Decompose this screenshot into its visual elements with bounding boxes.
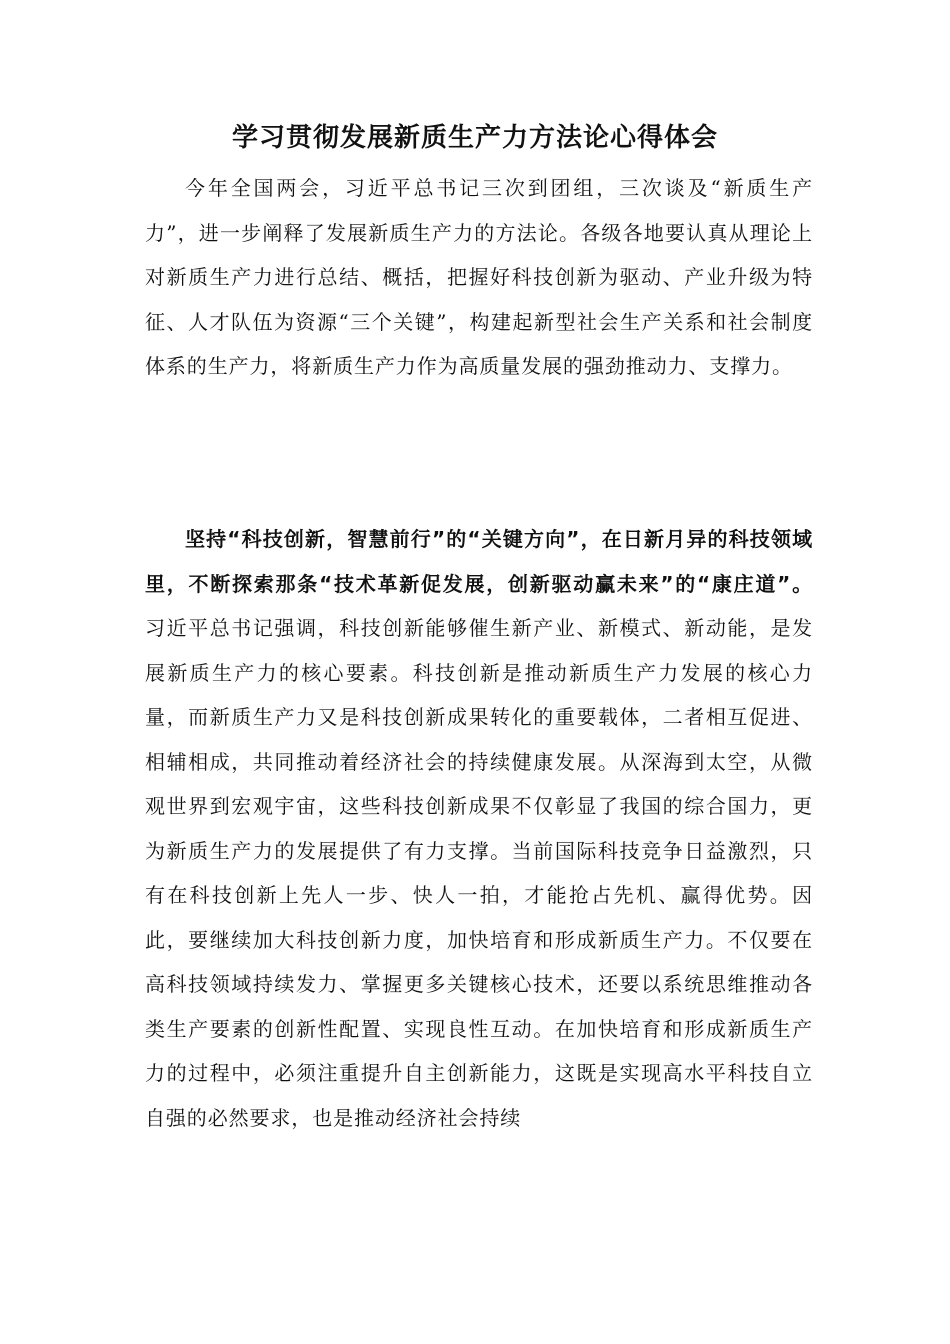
paragraph-intro: 今年全国两会，习近平总书记三次到团组，三次谈及“新质生产力”，进一步阐释了发展新质生产力的方法论。各级各地要认真从理论上对新质生产力进行总结、概括，把握好科技创新为驱动、产业升级为特征、人才队伍为资源“三个关键”，构建起新型社会生产关系和社会制度体系的生产力，将新质生产力作为高质量发展的强劲推动力、支撑力。: [145, 176, 813, 378]
paragraph-body-text: 习近平总书记强调，科技创新能够催生新产业、新模式、新动能，是发展新质生产力的核心要素。科技创新是推动新质生产力发展的核心力量，而新质生产力又是科技创新成果转化的重要载体，二者相互促进、相辅相成，共同推动着经济社会的持续健康发展。从深海到太空，从微观世界到宏观宇宙，这些科技创新成果不仅彰显了我国的综合国力，更为新质生产力的发展提供了有力支撑。当前国际科技竞争日益激烈，只有在科技创新上先人一步、快人一拍，才能抢占先机、赢得优势。因此，要继续加大科技创新力度，加快培育和形成新质生产力。不仅要在高科技领域持续发力、掌握更多关键核心技术，还要以系统思维推动各类生产要素的创新性配置、实现良性互动。在加快培育和形成新质生产力的过程中，必须注重提升自主创新能力，这既是实现高水平科技自立自强的必然要求，也是推动经济社会持续: [145, 616, 813, 1130]
paragraph-lead-heading: 坚持“科技创新，智慧前行”的“关键方向”，在日新月异的科技领域里，不断探索那条“技术革新促发展，创新驱动赢未来”的“康庄道”。: [145, 527, 813, 596]
paragraph-tech-innovation: [145, 517, 813, 1140]
document-title: 学习贯彻发展新质生产力方法论心得体会: [231, 123, 718, 153]
